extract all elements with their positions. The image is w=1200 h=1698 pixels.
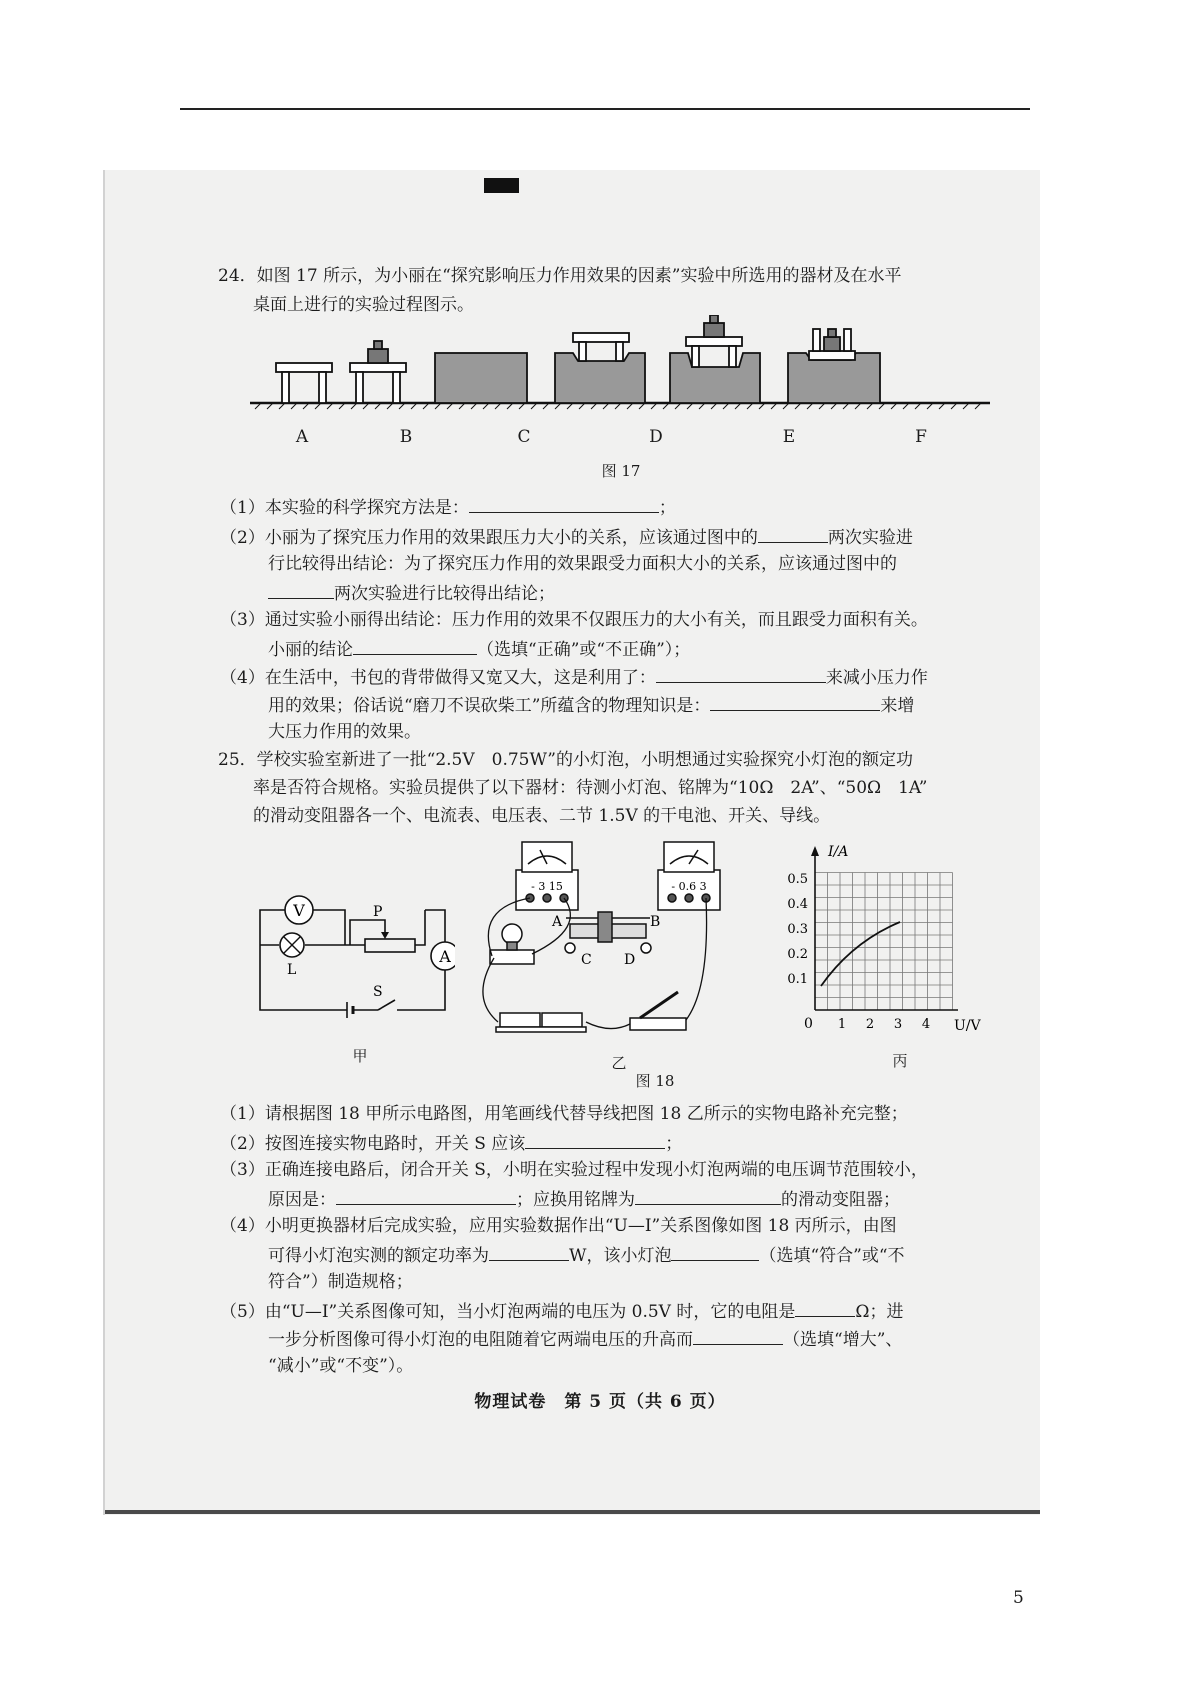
header-rule bbox=[180, 108, 1030, 110]
setup-d-inverted-table bbox=[555, 333, 645, 403]
rheostat-device bbox=[565, 912, 651, 953]
ammeter-letter: A bbox=[439, 947, 451, 966]
q25-part5-line2: 一步分析图像可得小灯泡的电阻随着它两端电压的升高而 （选填“增大”、 bbox=[268, 1324, 902, 1354]
q25-part3-line1: （3）正确连接电路后，闭合开关 S，小明在实验过程中发现小灯泡两端的电压调节范围较小， bbox=[220, 1160, 928, 1180]
origin-label: 0 bbox=[804, 1016, 813, 1032]
q24-part4-line2: 用的效果；俗话说“磨刀不误砍柴工”所蕴含的物理知识是： 来增 bbox=[268, 690, 914, 720]
voltmeter-letter: V bbox=[293, 901, 305, 920]
apparatus-caption: 乙 bbox=[611, 1054, 627, 1072]
setup-b-table-weight bbox=[350, 341, 406, 403]
label-c: C bbox=[517, 427, 531, 447]
q24-stem-line1: 24．如图 17 所示，为小丽在“探究影响压力作用效果的因素”实验中所选用的器材及在水平 bbox=[218, 266, 902, 286]
label-b: B bbox=[399, 427, 413, 447]
q24-part3-line1: （3）通过实验小丽得出结论：压力作用的效果不仅跟压力的大小有关，而且跟受力面积有关。 bbox=[220, 610, 928, 630]
rheostat-terminal-d: D bbox=[624, 952, 636, 968]
registration-mark bbox=[484, 178, 519, 193]
exam-footer: 物理试卷 第 5 页（共 6 页） bbox=[474, 1392, 726, 1412]
setup-c-sponge bbox=[435, 353, 527, 403]
voltmeter-scale: - 3 15 bbox=[531, 880, 563, 893]
q25-part5-line1: （5）由“U—I”关系图像可知，当小灯泡两端的电压为 0.5V 时，它的电阻是 Ω；进 bbox=[220, 1296, 903, 1326]
q24-part2-line3: 两次实验进行比较得出结论； bbox=[268, 578, 555, 608]
circuit-diagram bbox=[255, 890, 455, 1020]
q24-part3-line2: 小丽的结论 （选填“正确”或“不正确”）； bbox=[268, 634, 690, 664]
slider-letter: P bbox=[373, 904, 383, 920]
ytick-0.4: 0.4 bbox=[787, 897, 808, 912]
x-axis-label: U/V bbox=[954, 1018, 981, 1034]
q25-part4-line1: （4）小明更换器材后完成实验，应用实验数据作出“U—I”关系图像如图 18 丙所示，由图 bbox=[220, 1216, 897, 1236]
q24-stem-line2: 桌面上进行的实验过程图示。 bbox=[253, 295, 474, 315]
ammeter-device bbox=[658, 842, 720, 910]
q25-stem-line1: 25．学校实验室新进了一批“2.5V 0.75W”的小灯泡，小明想通过实验探究小灯泡的额定功 bbox=[218, 750, 913, 770]
iu-curve bbox=[821, 922, 900, 986]
q25-part4-line2: 可得小灯泡实测的额定功率为 W，该小灯泡 （选填“符合”或“不 bbox=[268, 1240, 905, 1270]
lamp-device bbox=[490, 924, 534, 964]
q24-part2-line1: （2）小丽为了探究压力作用的效果跟压力大小的关系，应该通过图中的 两次实验进 bbox=[220, 522, 913, 552]
q24-part4-line3: 大压力作用的效果。 bbox=[268, 722, 421, 742]
ytick-0.1: 0.1 bbox=[787, 972, 808, 987]
graph-caption: 丙 bbox=[892, 1052, 908, 1070]
q25-stem-line3: 的滑动变阻器各一个、电流表、电压表、二节 1.5V 的干电池、开关、导线。 bbox=[253, 806, 831, 826]
ui-graph bbox=[780, 842, 990, 1042]
setup-e-table-weight bbox=[670, 315, 760, 403]
q25-part1: （1）请根据图 18 甲所示电路图，用笔画线代替导线把图 18 乙所示的实物电路补充完整； bbox=[220, 1104, 908, 1124]
y-axis-label: I/A bbox=[828, 844, 849, 860]
switch-device bbox=[630, 992, 686, 1030]
xtick-3: 3 bbox=[893, 1017, 903, 1032]
ytick-0.2: 0.2 bbox=[787, 947, 808, 962]
lamp-letter: L bbox=[287, 962, 297, 978]
setup-a-table bbox=[276, 363, 332, 403]
page-number: 5 bbox=[1013, 1588, 1024, 1608]
graph-grid bbox=[815, 873, 953, 1011]
fig18-caption: 图 18 bbox=[635, 1072, 675, 1090]
fig17-caption: 图 17 bbox=[601, 462, 641, 480]
xtick-4: 4 bbox=[921, 1017, 931, 1032]
y-axis-arrow bbox=[811, 846, 819, 856]
label-e: E bbox=[782, 427, 796, 447]
xtick-2: 2 bbox=[865, 1017, 875, 1032]
label-f: F bbox=[915, 427, 927, 447]
label-a: A bbox=[295, 427, 309, 447]
ytick-0.5: 0.5 bbox=[787, 872, 808, 887]
battery-device bbox=[496, 1013, 586, 1032]
q25-part2: （2）按图连接实物电路时，开关 S 应该 ； bbox=[220, 1128, 682, 1158]
apparatus-diagram bbox=[478, 838, 768, 1038]
circuit-caption: 甲 bbox=[352, 1047, 368, 1065]
rheostat-terminal-a: A bbox=[552, 914, 563, 930]
label-d: D bbox=[649, 427, 663, 447]
voltmeter-device bbox=[516, 842, 578, 910]
xtick-1: 1 bbox=[837, 1017, 847, 1032]
ammeter-scale: - 0.6 3 bbox=[671, 880, 707, 893]
rheostat-terminal-c: C bbox=[581, 952, 592, 968]
q25-part3-line2: 原因是： ；应换用铭牌为 的滑动变阻器； bbox=[268, 1184, 900, 1214]
q25-part5-line3: “减小”或“不变”）。 bbox=[268, 1356, 414, 1376]
rheostat-terminal-b: B bbox=[650, 914, 661, 930]
q25-part4-line3: 符合”）制造规格； bbox=[268, 1272, 413, 1292]
scan-bottom-edge bbox=[105, 1510, 1040, 1514]
q24-part2-line2: 行比较得出结论：为了探究压力作用的效果跟受力面积大小的关系，应该通过图中的 bbox=[268, 554, 897, 574]
q25-stem-line2: 率是否符合规格。实验员提供了以下器材：待测小灯泡、铭牌为“10Ω 2A”、“50Ω 1A” bbox=[253, 778, 928, 798]
switch-letter: S bbox=[373, 984, 383, 1000]
setup-f-table-upright bbox=[788, 329, 880, 403]
q24-part1: （1）本实验的科学探究方法是： ； bbox=[220, 492, 676, 522]
q24-part4-line1: （4）在生活中，书包的背带做得又宽又大，这是利用了： 来减小压力作 bbox=[220, 662, 928, 692]
ytick-0.3: 0.3 bbox=[787, 922, 808, 937]
